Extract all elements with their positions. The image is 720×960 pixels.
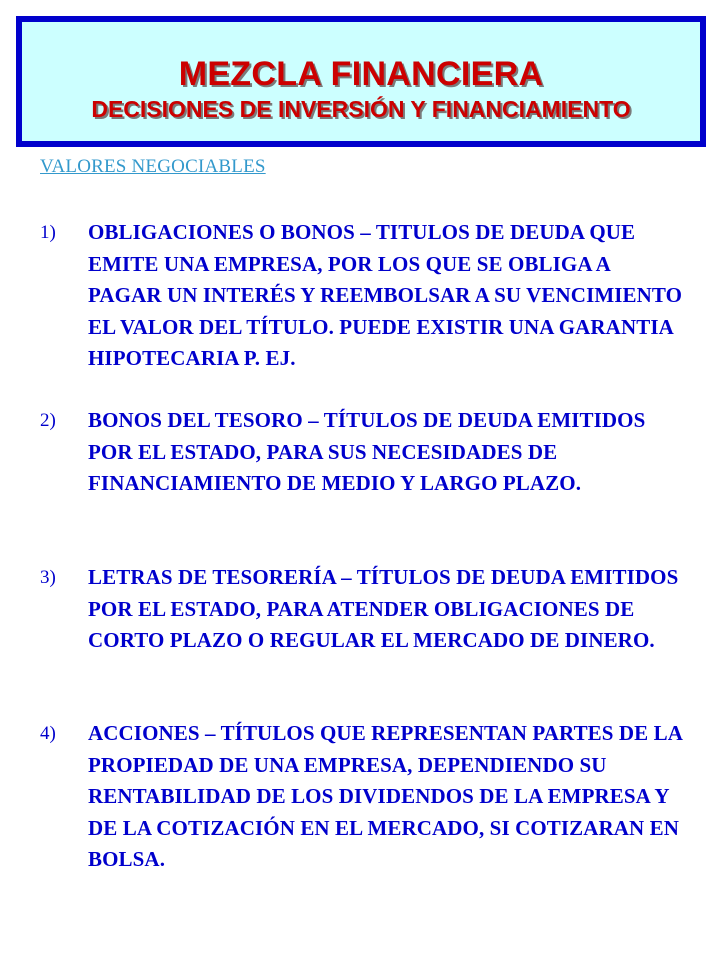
list-item-number: 2): [40, 410, 56, 431]
list-item-number: 4): [40, 723, 56, 744]
list-item-text: LETRAS DE TESORERÍA – TÍTULOS DE DEUDA EMITIDOS POR EL ESTADO, PARA ATENDER OBLIGACIONES DE CORTO PLAZO O REGULAR EL MERCADO DE DINERO.: [88, 565, 679, 652]
list-item-text: OBLIGACIONES O BONOS – TITULOS DE DEUDA QUE EMITE UNA EMPRESA, POR LOS QUE SE OBLIGA A PAGAR UN INTERÉS Y REEMBOLSAR A SU VENCIMIENTO EL VALOR DEL TÍTULO. PUEDE EXISTIR UNA GARANTIA HIPOTECARIA P. EJ.: [88, 220, 683, 370]
list-item-text: BONOS DEL TESORO – TÍTULOS DE DEUDA EMITIDOS POR EL ESTADO, PARA SUS NECESIDADES DE FINANCIAMIENTO DE MEDIO Y LARGO PLAZO.: [88, 408, 646, 495]
slide-title: MEZCLA FINANCIERA: [178, 55, 544, 93]
list-item-text: ACCIONES – TÍTULOS QUE REPRESENTAN PARTES DE LA PROPIEDAD DE UNA EMPRESA, DEPENDIENDO SU RENTABILIDAD DE LOS DIVIDENDOS DE LA EMPRESA Y DE LA COTIZACIÓN EN EL MERCADO, SI COTIZARAN EN BOLSA.: [88, 721, 682, 871]
list-item-number: 3): [40, 567, 56, 588]
title-box: [16, 16, 706, 147]
slide-subtitle: DECISIONES DE INVERSIÓN Y FINANCIAMIENTO: [91, 96, 631, 122]
section-heading: VALORES NEGOCIABLES: [40, 156, 266, 177]
list-item-number: 1): [40, 222, 56, 243]
